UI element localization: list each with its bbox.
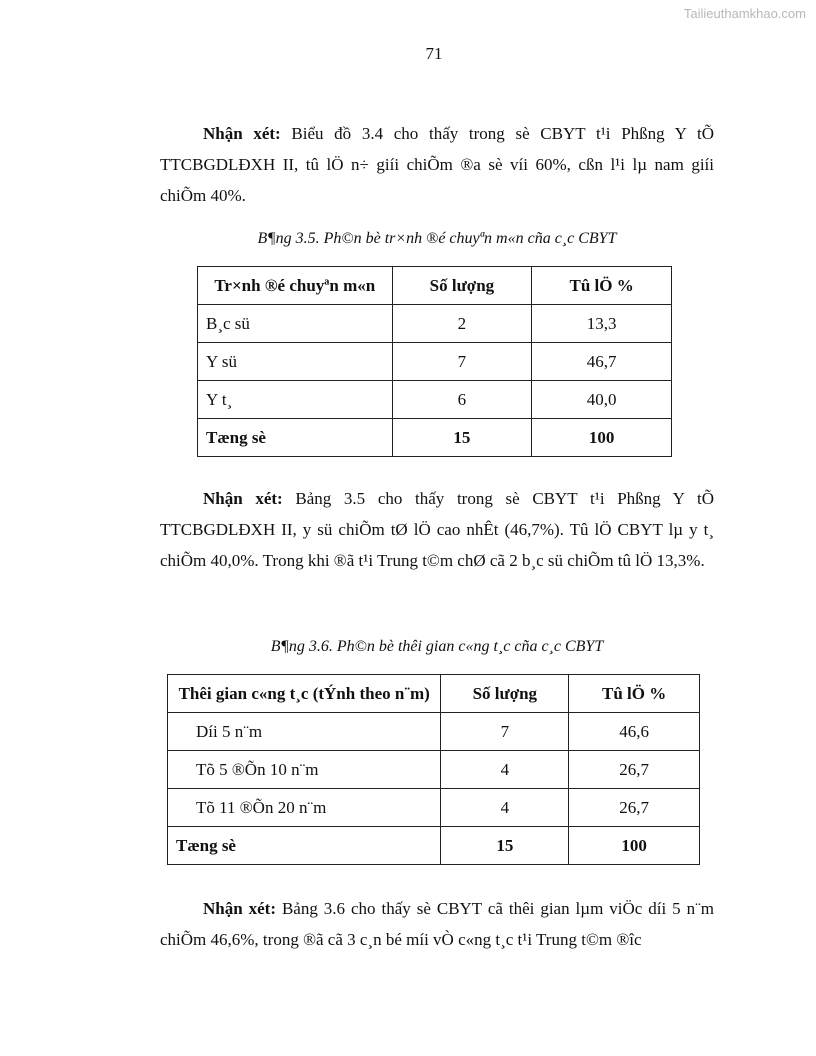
table-total-row xyxy=(168,827,700,865)
paragraph-1 xyxy=(160,118,714,211)
table-header-row xyxy=(198,267,672,305)
table-cell: 2 xyxy=(392,305,532,343)
table-row xyxy=(198,343,672,381)
header-cell: Số lượng xyxy=(392,267,532,305)
paragraph-2 xyxy=(160,483,714,576)
table-cell: 4 xyxy=(441,751,569,789)
table-cell: B¸c sü xyxy=(198,305,393,343)
table-cell: 26,7 xyxy=(569,789,700,827)
table-3-5-caption: B¶ng 3.5. Ph©n bè tr×nh ®é chuyªn m«n cña c¸c CBYT xyxy=(257,230,617,247)
paragraph-1-lead: Nhận xét: xyxy=(203,124,281,143)
table-row xyxy=(168,713,700,751)
table-cell: 100 xyxy=(532,419,672,457)
table-cell: 15 xyxy=(441,827,569,865)
table-cell: 46,7 xyxy=(532,343,672,381)
header-cell: Số lượng xyxy=(441,675,569,713)
paragraph-3 xyxy=(160,893,714,955)
table-header-row xyxy=(168,675,700,713)
table-cell: 6 xyxy=(392,381,532,419)
table-cell: 7 xyxy=(441,713,569,751)
table-3-5 xyxy=(197,266,672,457)
table-cell: 4 xyxy=(441,789,569,827)
paragraph-3-text: Bảng 3.6 cho thấy sè CBYT cã thêi gian lµm viÖc díi 5 n¨m chiÕm 46,6%, trong ®ã cã 3 c¸n bé míi vÒ c«ng t¸c t¹i Trung t©m ®îc xyxy=(160,899,714,949)
table-row xyxy=(168,751,700,789)
header-cell: Tr×nh ®é chuyªn m«n xyxy=(198,267,393,305)
paragraph-2-lead: Nhận xét: xyxy=(203,489,283,508)
header-cell: Tû lÖ % xyxy=(569,675,700,713)
page-number: 71 xyxy=(425,44,443,63)
paragraph-3-lead: Nhận xét: xyxy=(203,899,277,918)
table-total-row xyxy=(198,419,672,457)
table-cell: 7 xyxy=(392,343,532,381)
table-cell: 15 xyxy=(392,419,532,457)
paragraph-1-text: Biểu đồ 3.4 cho thấy trong sè CBYT t¹i Phßng Y tÕ TTCBGDLĐXH II, tû lÖ n÷ giíi chiÕm ®a sè víi 60%, cßn l¹i lµ nam giíi chiÕm 40%. xyxy=(160,124,715,205)
table-cell: Tæng sè xyxy=(168,827,441,865)
table-cell: 26,7 xyxy=(569,751,700,789)
table-row xyxy=(168,789,700,827)
watermark: Tailieuthamkhao.com xyxy=(683,6,806,21)
header-cell: Tû lÖ % xyxy=(532,267,672,305)
table-cell: Y sü xyxy=(198,343,393,381)
table-row xyxy=(198,381,672,419)
table-cell: Tõ 11 ®Õn 20 n¨m xyxy=(168,789,441,827)
table-cell: 13,3 xyxy=(532,305,672,343)
table-3-6 xyxy=(167,674,700,865)
table-cell: 46,6 xyxy=(569,713,700,751)
table-cell: Díi 5 n¨m xyxy=(168,713,441,751)
table-cell: Tæng sè xyxy=(198,419,393,457)
header-cell: Thêi gian c«ng t¸c (tÝnh theo n¨m) xyxy=(168,675,441,713)
table-3-6-caption: B¶ng 3.6. Ph©n bè thêi gian c«ng t¸c cña c¸c CBYT xyxy=(270,638,604,655)
paragraph-2-text: Bảng 3.5 cho thấy trong sè CBYT t¹i Phßng Y tÕ TTCBGDLĐXH II, y sü chiÕm tØ lÖ cao nhÊt (46,7%). Tû lÖ CBYT lµ y t¸ chiÕm 40,0%. Trong khi ®ã t¹i Trung t©m chØ cã 2 b¸c sü chiÕm tû lÖ 13,3%. xyxy=(160,489,714,570)
table-cell: 40,0 xyxy=(532,381,672,419)
table-row xyxy=(198,305,672,343)
table-cell: Y t¸ xyxy=(198,381,393,419)
table-cell: Tõ 5 ®Õn 10 n¨m xyxy=(168,751,441,789)
table-cell: 100 xyxy=(569,827,700,865)
